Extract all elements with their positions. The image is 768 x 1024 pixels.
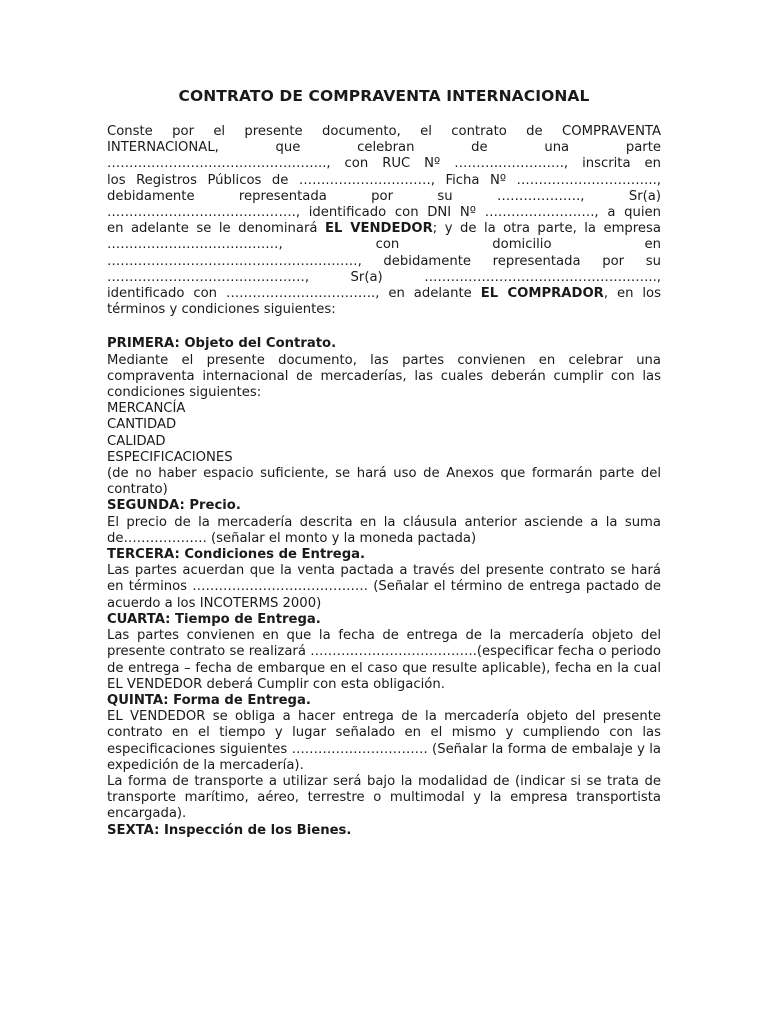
clause-title: CUARTA: Tiempo de Entrega. [107,611,321,627]
clause-text: La forma de transporte a utilizar será bajo la modalidad de (indicar si se trata de transporte marítimo, aéreo, terrestre o multimodal y la empresa transportista encargada). [107,773,661,822]
clause-title: SEXTA: Inspección de los Bienes. [107,822,352,838]
intro-line-4: los Registros Públicos de …………………………, Ficha Nº ………………………….., [107,172,661,188]
clause-note: (de no haber espacio suficiente, se hará uso de Anexos que formarán parte del contrato) [107,466,661,498]
clause-title: SEGUNDA: Precio. [107,498,241,514]
intro-line-11 [107,286,661,302]
clause-sexta [107,823,661,839]
intro-text: identificado con ……………………………., en adelante [107,286,481,302]
clause-text: EL VENDEDOR se obliga a hacer entrega de la mercadería objeto del presente contrato en el tiempo y lugar señalado en el mismo y cumpliendo con las especificaciones siguientes …………………………. (Señalar la forma de embalaje y la expedición de la mercadería). [107,709,661,773]
clause-title: TERCERA: Condiciones de Entrega. [107,547,366,563]
intro-line-9: …………………………………………………, debidamente representada por su [107,253,661,269]
clause-text: Las partes convienen en que la fecha de entrega de la mercadería objeto del presente contrato se realizará ………………………………..(especificar fecha o periodo de entrega – fecha de embarque en el caso que resulte aplicable), fecha en la cual EL VENDEDOR deberá Cumplir con esta obligación. [107,628,661,692]
clause-title: PRIMERA: Objeto del Contrato. [107,336,337,352]
contract-page [107,86,661,839]
list-item: ESPECIFICACIONES [107,449,233,465]
document-title: CONTRATO DE COMPRAVENTA INTERNACIONAL [178,87,590,105]
clause-tercera [107,547,661,612]
clause-text: Las partes acuerdan que la venta pactada a través del presente contrato se hará en términos …………………………………. (Señalar el término de entrega pactado de acuerdo a los INCOTERMS 2000) [107,563,661,611]
list-item: CALIDAD [107,433,166,449]
intro-line-12: términos y condiciones siguientes: [107,302,336,318]
intro-line-2: INTERNACIONAL, que celebran de una parte [107,140,661,156]
clause-title: QUINTA: Forma de Entrega. [107,692,311,708]
intro-line-10: ………………………………………, Sr(a) …………………………………………….., [107,269,661,285]
buyer-term: EL COMPRADOR [480,286,604,302]
intro-line-7 [107,221,661,237]
seller-term: EL VENDEDOR [324,221,433,237]
intro-line-3: ………………………………………….., con RUC Nº ……………………., inscrita en [107,156,661,172]
clause-cuarta [107,612,661,693]
intro-text: ; y de la otra parte, la empresa [432,221,661,237]
intro-text: , en los [603,286,661,302]
clause-segunda [107,498,661,547]
intro-text: en adelante se le denominará [107,221,325,237]
clause-quinta [107,693,661,823]
list-item: MERCANCÍA [107,401,186,417]
intro-line-6: ……………………………………., identificado con DNI Nº ……………………., a quien [107,205,661,221]
intro-line-1: Conste por el presente documento, el contrato de COMPRAVENTA [107,124,661,139]
intro-line-8: …………………………………, con domicilio en [107,237,661,253]
clause-primera [107,336,661,498]
list-item: CANTIDAD [107,417,177,433]
clause-text: Mediante el presente documento, las partes convienen en celebrar una compraventa internacional de mercaderías, las cuales deberán cumplir con las condiciones siguientes: [107,352,661,401]
clause-text: El precio de la mercadería descrita en la cláusula anterior asciende a la suma de………………. (señalar el monto y la moneda pactada) [107,514,661,546]
intro-line-5: debidamente representada por su ………………., Sr(a) [107,188,661,204]
intro-paragraph [107,124,661,318]
